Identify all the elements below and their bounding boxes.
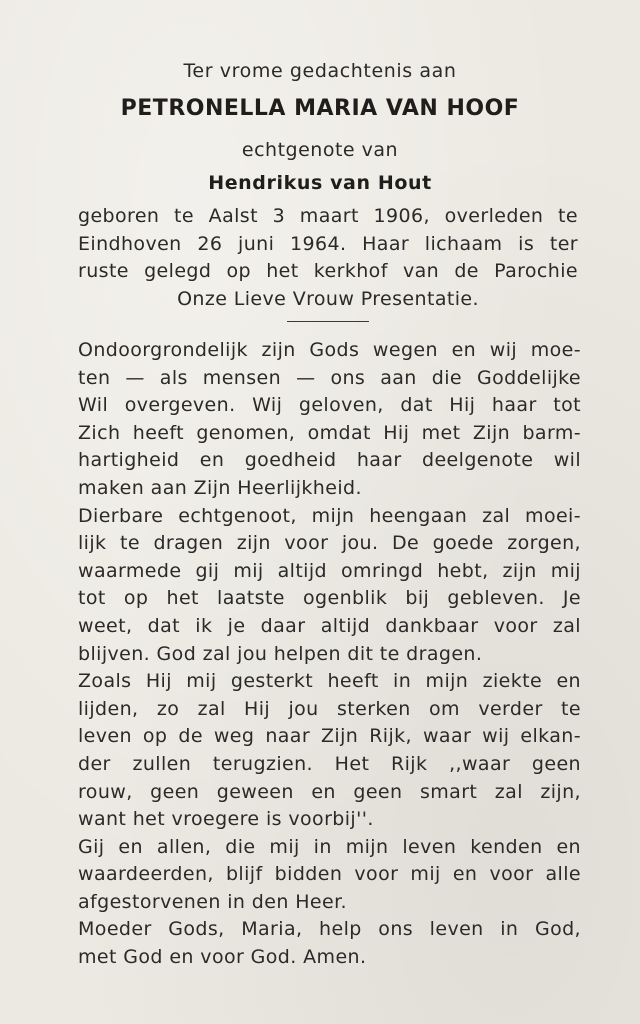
spouse-label: echtgenote van	[241, 139, 399, 161]
spouse-name: Hendrikus van Hout	[208, 172, 432, 194]
text-line: lijden, zo zal Hij jou sterken om verder te	[78, 697, 581, 720]
text-line: Zoals Hij mij gesterkt heeft in mijn ziekte en	[78, 670, 581, 693]
text-line: afgestorvenen in den Heer.	[78, 890, 347, 913]
text-line: tot op het laatste ogenblik bij gebleven. Je	[78, 587, 581, 610]
text-line: Moeder Gods, Maria, help ons leven in God,	[78, 918, 581, 941]
text-line: hartigheid en goedheid haar deelgenote wil	[78, 449, 581, 472]
divider	[287, 321, 369, 322]
text-line: Ondoorgrondelijk zijn Gods wegen en wij moe-	[78, 339, 581, 361]
text-line: waarmede gij mij altijd omringd hebt, zijn mij	[78, 559, 581, 582]
bio-line: Eindhoven 26 juni 1964. Haar lichaam is ter	[78, 232, 578, 255]
text-line: weet, dat ik je daar altijd dankbaar voor zal	[78, 614, 581, 637]
bio-line: Onze Lieve Vrouw Presentatie.	[177, 287, 479, 310]
memorial-intro: Ter vrome gedachtenis aan	[183, 60, 457, 82]
text-line: Wil overgeven. Wij geloven, dat Hij haar tot	[78, 394, 581, 417]
text-line: waardeerden, blijf bidden voor mij en voor alle	[78, 863, 581, 886]
text-line: lijk te dragen zijn voor jou. De goede zorgen,	[78, 532, 581, 555]
deceased-name: PETRONELLA MARIA VAN HOOF	[120, 96, 520, 121]
text-line: Zich heeft genomen, omdat Hij met Zijn barm-	[78, 421, 581, 444]
text-line: rouw, geen geween en geen smart zal zijn,	[78, 780, 581, 803]
text-line: der zullen terugzien. Het Rijk ,,waar geen	[78, 752, 581, 775]
text-line: leven op de weg naar Zijn Rijk, waar wij elkan-	[78, 725, 581, 748]
memorial-text	[78, 337, 581, 972]
text-line: maken aan Zijn Heerlijkheid.	[78, 476, 362, 499]
text-line: met God en voor God. Amen.	[78, 946, 367, 969]
text-line: blijven. God zal jou helpen dit te dragen.	[78, 642, 483, 665]
biography	[78, 203, 578, 313]
bio-line: geboren te Aalst 3 maart 1906, overleden te	[78, 205, 578, 227]
text-line: want het vroegere is voorbij''.	[78, 808, 374, 831]
text-line: Gij en allen, die mij in mijn leven kenden en	[78, 835, 581, 858]
bio-line: ruste gelegd op het kerkhof van de Parochie	[78, 260, 578, 283]
text-line: Dierbare echtgenoot, mijn heengaan zal moei-	[78, 504, 581, 527]
text-line: ten — als mensen — ons aan die Goddelijke	[78, 366, 581, 389]
